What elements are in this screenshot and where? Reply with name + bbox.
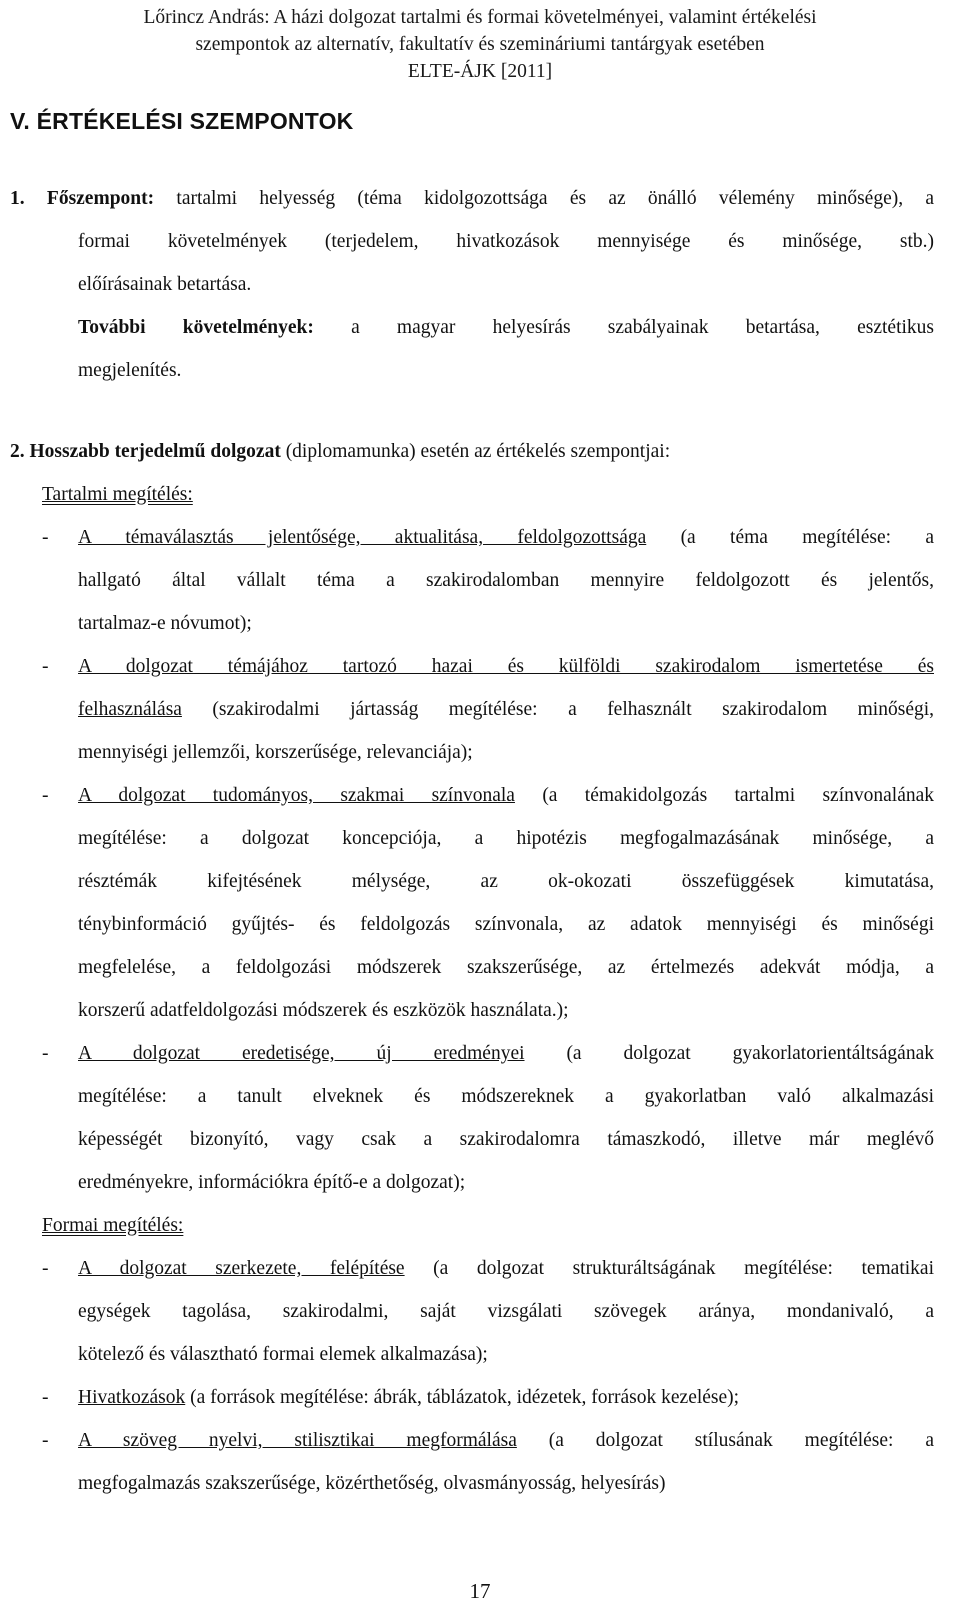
- item4-line-2: megítélése: a tanult elveknek és módszereknek a gyakorlatban való alkalmazási: [78, 1086, 934, 1107]
- item5-line-1-text: (a dolgozat strukturáltságának megítélése: tematikai: [433, 1258, 934, 1279]
- item3-line-5: megfelelése, a feldolgozási módszerek szakszerűsége, az értelmezés adekvát módja, a: [78, 957, 934, 978]
- section-title: V. ÉRTÉKELÉSI SZEMPONTOK: [10, 108, 354, 134]
- p2-number: 2.: [10, 441, 25, 462]
- running-header: [0, 4, 960, 85]
- header-line-2: szempontok az alternatív, fakultatív és szemináriumi tantárgyak esetében: [195, 34, 765, 55]
- item5-dash: -: [42, 1258, 49, 1279]
- item7-dash: -: [42, 1430, 49, 1451]
- item4-line-1-text: (a dolgozat gyakorlatorientáltságának: [566, 1043, 934, 1064]
- item3-dash: -: [42, 785, 49, 806]
- item5-line-1: [78, 1258, 934, 1280]
- item2-line-3: mennyiségi jellemzői, korszerűsége, relevanciája);: [78, 742, 473, 763]
- item5-line-3: kötelező és választható formai elemek alkalmazása);: [78, 1344, 488, 1365]
- p1-line-2: formai követelmények (terjedelem, hivatkozások mennyisége és minősége, stb.): [78, 231, 934, 252]
- p1-further-label: További követelmények:: [78, 317, 314, 338]
- p1-number: 1.: [10, 188, 25, 209]
- p1-line-1: [10, 188, 934, 210]
- item2-line-2-text: (szakirodalmi jártasság megítélése: a felhasznált szakirodalom minőségi,: [212, 699, 935, 720]
- item3-line-3: résztémák kifejtésének mélysége, az ok-okozati összefüggések kimutatása,: [78, 871, 934, 892]
- item2-dash: -: [42, 656, 49, 677]
- item3-line-2: megítélése: a dolgozat koncepciója, a hipotézis megfogalmazásának minősége, a: [78, 828, 934, 849]
- item3-line-1-text: (a témakidolgozás tartalmi színvonalának: [542, 785, 935, 806]
- item4-line-3: képességét bizonyító, vagy csak a szakirodalomra támaszkodó, illetve már meglévő: [78, 1129, 934, 1150]
- item3-line-4: ténybinformáció gyűjtés- és feldolgozás színvonala, az adatok mennyiségi és minőségi: [78, 914, 934, 935]
- page-number: 17: [469, 1579, 491, 1603]
- item1-underlined: A témaválasztás jelentősége, aktualitása, feldolgozottsága: [78, 527, 647, 548]
- formai-heading: [42, 1215, 183, 1237]
- p2-line-1: [10, 441, 670, 463]
- p1-line-4-text: a magyar helyesírás szabályainak betartása, esztétikus: [351, 317, 934, 338]
- item3-underlined: A dolgozat tudományos, szakmai színvonala: [78, 785, 515, 806]
- item5-line-2: egységek tagolása, szakirodalmi, saját vizsgálati szövegek aránya, mondanivaló, a: [78, 1301, 934, 1322]
- item5-underlined: A dolgozat szerkezete, felépítése: [78, 1258, 405, 1279]
- item6-underlined: Hivatkozások: [78, 1387, 186, 1408]
- p1-bold-label: Főszempont:: [46, 188, 155, 209]
- item4-line-4: eredményekre, információkra építő-e a dolgozat);: [78, 1172, 466, 1193]
- p2-bold-label: Hosszabb terjedelmű dolgozat: [29, 441, 281, 462]
- p1-line-5: megjelenítés.: [78, 360, 182, 381]
- item1-line-2: hallgató által vállalt téma a szakirodalomban mennyire feldolgozott és jelentős,: [78, 570, 934, 591]
- item1-line-3: tartalmaz-e nóvumot);: [78, 613, 252, 634]
- item3-line-1: [78, 785, 934, 807]
- item7-line-2: megfogalmazás szakszerűsége, közérthetőség, olvasmányosság, helyesírás): [78, 1473, 666, 1494]
- item4-line-1: [78, 1043, 934, 1065]
- item4-dash: -: [42, 1043, 49, 1064]
- item7-line-1: [78, 1430, 934, 1452]
- item1-line-1-text: (a téma megítélése: a: [680, 527, 934, 548]
- item1-dash: -: [42, 527, 49, 548]
- p1-line-3: előírásainak betartása.: [78, 274, 252, 295]
- item6-line-1: [78, 1387, 739, 1409]
- p1-line-1-text: tartalmi helyesség (téma kidolgozottsága és az önálló vélemény minősége), a: [176, 188, 935, 209]
- item7-line-1-text: (a dolgozat stílusának megítélése: a: [548, 1430, 934, 1451]
- item6-line-1-text: (a források megítélése: ábrák, táblázatok, idézetek, források kezelése);: [190, 1387, 740, 1408]
- header-line-3: ELTE-ÁJK [2011]: [407, 61, 553, 82]
- item7-underlined: A szöveg nyelvi, stilisztikai megformálása: [78, 1430, 517, 1451]
- tartalmi-heading: [42, 484, 193, 506]
- p1-line-4: [78, 317, 934, 339]
- item2-line-1: [78, 656, 934, 678]
- p2-line-1-text: (diplomamunka) esetén az értékelés szempontjai:: [285, 441, 671, 462]
- item2-underlined-1: A dolgozat témájához tartozó hazai és külföldi szakirodalom ismertetése és: [78, 656, 934, 677]
- item2-underlined-2: felhasználása: [78, 699, 182, 720]
- item6-dash: -: [42, 1387, 49, 1408]
- item1-line-1: [78, 527, 934, 549]
- tartalmi-heading-text: Tartalmi megítélés:: [42, 484, 193, 505]
- item4-underlined: A dolgozat eredetisége, új eredményei: [78, 1043, 525, 1064]
- header-line-1: Lőrincz András: A házi dolgozat tartalmi és formai követelményei, valamint értékelési: [143, 7, 817, 28]
- item2-line-2: [78, 699, 934, 721]
- item3-line-6: korszerű adatfeldolgozási módszerek és eszközök használata.);: [78, 1000, 569, 1021]
- formai-heading-text: Formai megítélés:: [42, 1215, 184, 1236]
